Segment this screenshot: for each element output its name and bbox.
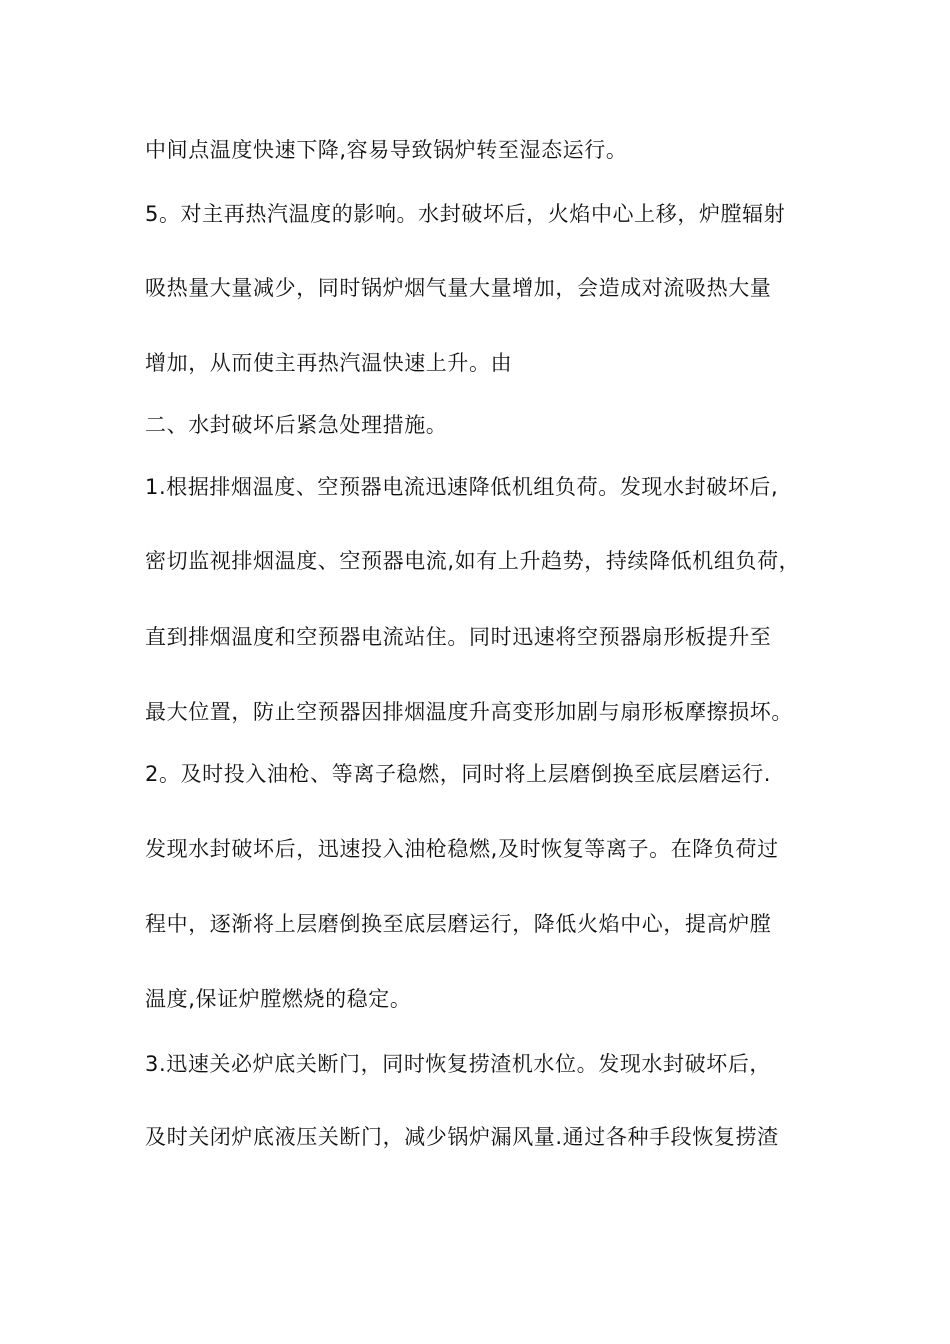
text-line: 增加，从而使主再热汽温快速上升。由 <box>145 351 513 375</box>
text-line: 5。对主再热汽温度的影响。水封破坏后，火焰中心上移，炉膛辐射 <box>145 202 786 226</box>
text-line: 吸热量大量减少，同时锅炉烟气量大量增加，会造成对流吸热大量 <box>145 276 772 300</box>
text-line: 3.迅速关必炉底关断门，同时恢复捞渣机水位。发现水封破坏后， <box>145 1052 772 1076</box>
text-line: 1.根据排烟温度、空预器电流迅速降低机组负荷。发现水封破坏后, <box>145 475 779 499</box>
text-line: 2。及时投入油枪、等离子稳燃，同时将上层磨倒换至底层磨运行. <box>145 762 772 786</box>
text-line: 直到排烟温度和空预器电流站住。同时迅速将空预器扇形板提升至 <box>145 625 772 649</box>
text-line: 及时关闭炉底液压关断门，减少锅炉漏风量.通过各种手段恢复捞渣 <box>145 1125 779 1149</box>
text-line: 程中，逐渐将上层磨倒换至底层磨运行，降低火焰中心，提高炉膛 <box>145 912 772 936</box>
section-heading: 二、水封破坏后紧急处理措施。 <box>145 413 448 437</box>
text-line: 发现水封破坏后，迅速投入油枪稳燃,及时恢复等离子。在降负荷过 <box>145 837 779 861</box>
text-line: 中间点温度快速下降,容易导致锅炉转至湿态运行。 <box>145 138 628 162</box>
text-line: 密切监视排烟温度、空预器电流,如有上升趋势，持续降低机组负荷， <box>145 549 801 573</box>
text-line: 温度,保证炉膛燃烧的稳定。 <box>145 987 412 1011</box>
text-line: 最大位置，防止空预器因排烟温度升高变形加剧与扇形板摩擦损坏。 <box>145 700 793 724</box>
